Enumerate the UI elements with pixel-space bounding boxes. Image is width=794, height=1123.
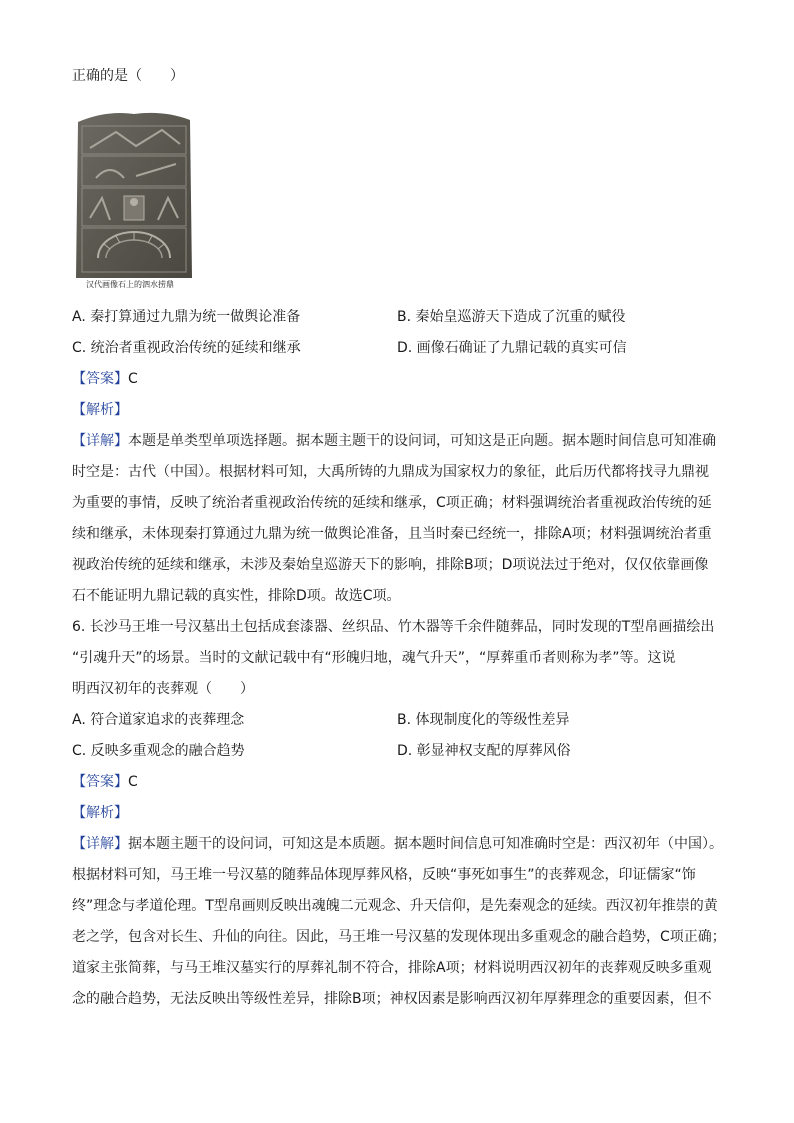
q6-option-c: C. 反映多重观念的融合趋势 [72,743,245,759]
figure-caption: 汉代画像石上的泗水捞鼎 [86,280,174,289]
detail-line-1 [72,431,716,451]
detail-text: 本题是单类型单项选择题。据本题主题干的设问词，可知这是正向题。据本题时间信息可知准确 [128,433,716,449]
answer-line [72,369,138,389]
q6-answer-value: C [128,774,138,790]
q6-analysis-label: 【解析】 [72,805,128,821]
q6-option-a: A. 符合道家追求的丧葬理念 [72,712,245,728]
q6-detail-line-6: 念的融合趋势，无法反映出等级性差异，排除B项；神权因素是影响西汉初年厚葬理念的重要因素，但不 [72,991,712,1007]
q6-answer-line [72,772,138,792]
q6-detail-text: 据本题主题干的设问词，可知这是本质题。据本题时间信息可知准确时空是：西汉初年（中国）。 [128,836,723,852]
detail-line-5: 视政治传统的延续和继承，未涉及秦始皇巡游天下的影响，排除B项；D项说法过于绝对，仅仅依靠画像 [72,557,709,573]
detail-line-2: 时空是：古代（中国）。根据材料可知，大禹所铸的九鼎成为国家权力的象征，此后历代都将找寻九鼎视 [72,464,709,480]
q6-detail-line-1 [72,834,723,854]
q6-detail-line-3: 终”理念与孝道伦理。T型帛画则反映出魂魄二元观念、升天信仰，是先秦观念的延续。西汉初年推崇的黄 [72,898,718,914]
q6-option-b: B. 体现制度化的等级性差异 [397,712,570,728]
q6-detail-line-5: 道家主张简葬，与马王堆汉墓实行的厚葬礼制不符合，排除A项；材料说明西汉初年的丧葬观反映多重观 [72,960,712,976]
q6-answer-label: 【答案】 [72,774,128,790]
answer-label: 【答案】 [72,371,128,387]
q6-stem-line-3: 明西汉初年的丧葬观（ ） [72,681,254,697]
q6-detail-line-2: 根据材料可知，马王堆一号汉墓的随葬品体现厚葬风格，反映“事死如事生”的丧葬观念，印证儒家“饰 [72,867,696,883]
detail-line-4: 续和继承，未体现秦打算通过九鼎为统一做舆论准备，且当时秦已经统一，排除A项；材料强调统治者重 [72,526,712,542]
option-b: B. 秦始皇巡游天下造成了沉重的赋役 [397,309,626,325]
question-stem-tail: 正确的是（ ） [72,68,184,84]
q6-stem-line-1: 6. 长沙马王堆一号汉墓出土包括成套漆器、丝织品、竹木器等千余件随葬品，同时发现的T型帛画描绘出 [72,619,715,635]
q6-stem-line-2: “引魂升天”的场景。当时的文献记载中有“形魄归地，魂气升天”，“厚葬重币者则称为孝”等。这说 [72,650,676,666]
q6-option-d: D. 彰显神权支配的厚葬风俗 [397,743,571,759]
option-a: A. 秦打算通过九鼎为统一做舆论准备 [72,309,301,325]
q6-detail-label: 【详解】 [72,836,128,852]
answer-value: C [128,371,138,387]
option-c: C. 统治者重视政治传统的延续和继承 [72,340,301,356]
detail-line-3: 为重要的事情，反映了统治者重视政治传统的延续和继承，C项正确；材料强调统治者重视政治传统的延 [72,495,712,511]
detail-label: 【详解】 [72,433,128,449]
analysis-label: 【解析】 [72,402,128,418]
detail-line-6: 石不能证明九鼎记载的真实性，排除D项。故选C项。 [72,588,401,604]
q6-detail-line-4: 老之学，包含对长生、升仙的向往。因此，马王堆一号汉墓的发现体现出多重观念的融合趋势，C项正确； [72,929,726,945]
stone-relief-image [76,108,192,278]
option-d: D. 画像石确证了九鼎记载的真实可信 [397,340,627,356]
